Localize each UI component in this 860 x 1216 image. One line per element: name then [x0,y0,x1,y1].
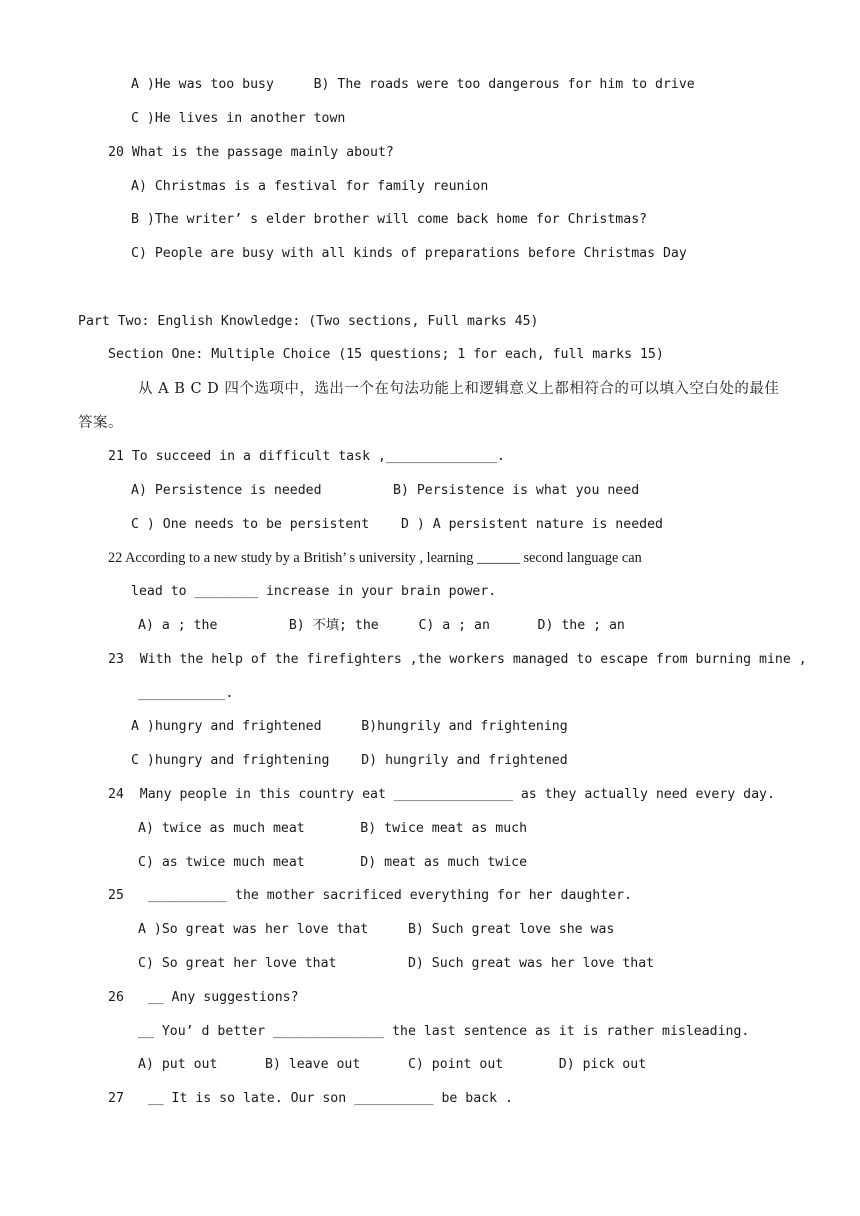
q27-stem: 27 __ It is so late. Our son __________ be back . [108,1091,513,1106]
q23-options-cd: C )hungry and frightening D) hungrily and frightened [131,753,568,768]
q19-option-c: C )He lives in another town [131,111,346,126]
instructions-line-1: 从 A B C D 四个选项中，选出一个在句法功能上和逻辑意义上都相符合的可以填入空白处的最佳 [138,381,780,397]
q26-options: A) put out B) leave out C) point out D) pick out [138,1057,647,1072]
q25-options-cd: C) So great her love that D) Such great was her love that [138,956,655,971]
q23-options-ab: A )hungry and frightened B)hungrily and frightening [131,719,568,734]
q20-option-a: A) Christmas is a festival for family reunion [131,179,489,194]
q26-stem: 26 __ Any suggestions? [108,990,299,1005]
q22-options: A) a ; the B) 不填; the C) a ; an D) the ; an [138,618,625,633]
part-two-heading: Part Two: English Knowledge: (Two sections, Full marks 45) [78,314,539,329]
q25-stem: 25 __________ the mother sacrificed everything for her daughter. [108,888,633,903]
q23-stem-line-1: 23 With the help of the firefighters ,the workers managed to escape from burning mine , [108,652,807,667]
q19-options-ab: A )He was too busy B) The roads were too dangerous for him to drive [131,77,695,92]
q24-options-ab: A) twice as much meat B) twice meat as much [138,821,528,836]
section-one-heading: Section One: Multiple Choice (15 questions; 1 for each, full marks 15) [108,347,664,362]
q25-options-ab: A )So great was her love that B) Such great love she was [138,922,615,937]
q26-dialogue: __ You’ d better ______________ the last sentence as it is rather misleading. [138,1024,750,1039]
q24-options-cd: C) as twice much meat D) meat as much twice [138,855,528,870]
instructions-line-2: 答案。 [78,415,123,431]
q22-stem-line-2: lead to ________ increase in your brain power. [131,584,497,599]
q21-options-cd: C ) One needs to be persistent D ) A persistent nature is needed [131,517,663,532]
q20-option-b: B )The writer’ s elder brother will come back home for Christmas? [131,212,648,227]
q21-stem: 21 To succeed in a difficult task ,______________. [108,449,505,464]
q20-stem: 20 What is the passage mainly about? [108,145,394,160]
q21-options-ab: A) Persistence is needed B) Persistence is what you need [131,483,640,498]
q22-stem-line-1: 22 According to a new study by a British’ s university , learning ______ second language can [108,550,642,566]
q20-option-c: C) People are busy with all kinds of preparations before Christmas Day [131,246,687,261]
q23-stem-line-2: ___________. [138,686,234,701]
q24-stem: 24 Many people in this country eat _______________ as they actually need every day. [108,787,775,802]
